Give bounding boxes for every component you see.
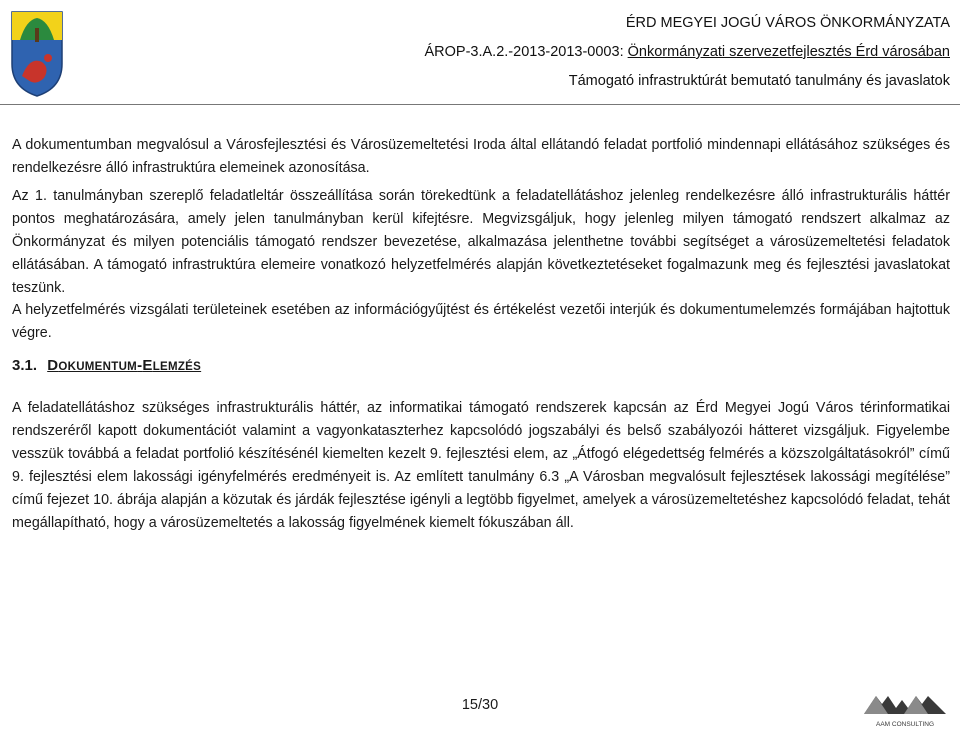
paragraph-scope: Az 1. tanulmányban szereplő feladatleltár összeállítása során törekedtünk a feladatellátáshoz jelenleg rendelkezésre álló infrastrukturális háttér pontos meghatározására, amely jelen tanulmányban kerül kifejtésre. Megvizsgáljuk, hogy jelenleg milyen támogató rendszert alkalmaz az Önkormányzat és milyen potenciális támogató rendszer bevezetése, alkalmazása jelenthetne további segítséget a városüzemeltetési feladatok ellátásában. A támogató infrastruktúra elemeire vonatkozó helyzetfelmérés alapján következtetéseket fogalmazunk meg és fejlesztési javaslatokat teszünk. <box>12 188 950 296</box>
aam-consulting-logo <box>862 690 948 730</box>
section-heading <box>12 357 201 374</box>
header-project-title: Önkormányzati szervezetfejlesztés Érd városában <box>627 44 950 60</box>
paragraph-method: A helyzetfelmérés vizsgálati területeinek esetében az információgyűjtést és értékelést vezetői interjúk és dokumentumelemzés formájában hajtottuk végre. <box>12 302 950 341</box>
section-title: DOKUMENTUM-ELEMZÉS <box>47 357 202 374</box>
paragraph-document-analysis: A feladatellátáshoz szükséges infrastrukturális háttér, az informatikai támogató rendszerek kapcsán az Érd Megyei Jogú Város térinformatikai rendszeréről kapott dokumentációt valamint a vagyonkataszterhez kapcsolódó jogszabályi és belső szabályozói hátteret vizsgáljuk. Figyelembe vesszük továbbá a feladat portfolió készítésénél kiemelten kezelt 9. fejlesztési elem, az „Átfogó elégedettség felmérés a közszolgáltatásokról” című 9. fejlesztési elem lakossági igényfelmérés eredményeit is. Az említett tanulmány 6.3 „A Városban megvalósult fejlesztések lakossági megítélése” című fejezet 10. ábrája alapján a közutak és járdák fejlesztése igényli a legtöbb figyelmet, amelyek a városüzemeltetéshez kapcsolódó feladat, tehát megállapítható, hogy a városüzemeltetés a lakosság figyelmének kiemelt fókuszában áll. <box>12 400 950 531</box>
page-number: 15/30 <box>461 697 499 713</box>
header-municipality-name: ÉRD MEGYEI JOGÚ VÁROS ÖNKORMÁNYZATA <box>625 15 950 31</box>
section-number: 3.1. <box>12 357 38 374</box>
paragraph-intro: A dokumentumban megvalósul a Városfejlesztési és Városüzemeltetési Iroda által ellátandó feladat portfolió mindennapi ellátásához szükséges és rendelkezésre álló infrastruktúra elemeinek azonosítása. <box>12 137 950 176</box>
city-crest-logo <box>8 6 66 98</box>
header-project-line <box>425 44 951 60</box>
header-project-code: ÁROP-3.A.2.-2013-2013-0003: <box>424 44 628 60</box>
header-document-title: Támogató infrastruktúrát bemutató tanulmány és javaslatok <box>568 73 950 89</box>
header-divider <box>0 104 960 105</box>
logo-text: AAM CONSULTING <box>875 721 935 728</box>
